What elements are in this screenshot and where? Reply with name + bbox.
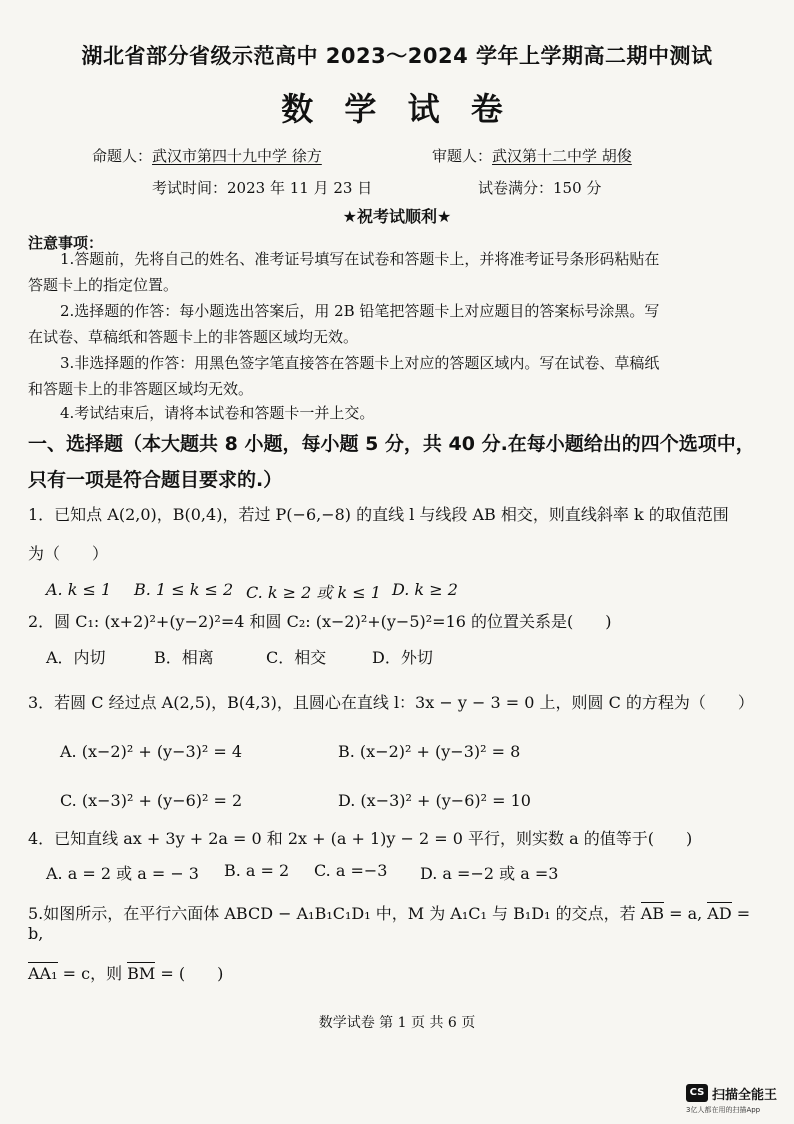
scanner-tagline: 3亿人都在用的扫描App (686, 1106, 761, 1114)
scanner-name: 扫描全能王 (712, 1088, 778, 1103)
setter-line (92, 145, 322, 166)
q2-option-d: D．外切 (372, 648, 433, 667)
q2-option-b: B．相离 (154, 648, 214, 667)
note-item: 3.非选择题的作答：用黑色签字笔直接答在答题卡上对应的答题区域内。写在试卷、草稿纸 和答题卡上的非答题区域均无效。 (28, 354, 660, 398)
q4-option-b: B. a = 2 (224, 861, 290, 880)
q1-option-b: B. 1 ≤ k ≤ 2 (134, 580, 234, 599)
setter-label: 命题人： (92, 147, 153, 165)
q2-option-a: A．内切 (46, 648, 106, 667)
q4-option-a: A. a = 2 或 a = − 3 (46, 864, 199, 883)
question-1-text-cont: 为（ ） (28, 544, 109, 563)
q4-option-c: C. a =−3 (314, 861, 388, 880)
reviewer-name: 武汉第十二中学 胡俊 (492, 147, 632, 165)
reviewer-label: 审题人： (432, 147, 493, 165)
subject-title: 数 学 试 卷 (281, 90, 513, 128)
notes-heading: 注意事项： (28, 234, 104, 252)
question-4-text: 4．已知直线 ax + 3y + 2a = 0 和 2x + (a + 1)y − 2 = 0 平行，则实数 a 的值等于( ) (28, 829, 693, 848)
q4-option-d: D. a =−2 或 a =3 (420, 864, 559, 883)
setter-name: 武汉市第四十九中学 徐方 (152, 147, 322, 165)
full-score: 试卷满分：150 分 (478, 179, 602, 197)
question-2-text: 2．圆 C₁: (x+2)²+(y−2)²=4 和圆 C₂: (x−2)²+(y−5)²=16 的位置关系是( ) (28, 612, 612, 631)
q1-option-d: D. k ≥ 2 (392, 580, 458, 599)
q1-option-a: A. k ≤ 1 (46, 580, 112, 599)
good-luck-line: ★祝考试顺利★ (342, 207, 452, 226)
q3-option-b: B. (x−2)² + (y−3)² = 8 (338, 742, 521, 761)
note-item: 1.答题前，先将自己的姓名、准考证号填写在试卷和答题卡上，并将准考证号条形码粘贴在 答题卡上的指定位置。 (28, 250, 660, 294)
exam-title: 湖北省部分省级示范高中 2023～2024 学年上学期高二期中测试 (81, 44, 713, 68)
vector-bm: BM (127, 964, 156, 983)
q3-option-c: C. (x−3)² + (y−6)² = 2 (60, 791, 243, 810)
question-1-text: 1．已知点 A(2,0)，B(0,4)，若过 P(−6,−8) 的直线 l 与线段 AB 相交，则直线斜率 k 的取值范围 (28, 505, 729, 524)
q3-option-a: A. (x−2)² + (y−3)² = 4 (60, 742, 243, 761)
note-item: 2.选择题的作答：每小题选出答案后，用 2B 铅笔把答题卡上对应题目的答案标号涂黑。写 在试卷、草稿纸和答题卡上的非答题区域均无效。 (28, 302, 660, 346)
question-5-line-1: 5.如图所示，在平行六面体 ABCD − A₁B₁C₁D₁ 中，M 为 A₁C₁ 与 B₁D₁ 的交点，若 AB = a, AD = b, (28, 904, 751, 943)
q2-option-c: C．相交 (266, 648, 327, 667)
page-footer: 数学试卷 第 1 页 共 6 页 (318, 1015, 476, 1031)
exam-time: 考试时间：2023 年 11 月 23 日 (152, 179, 373, 197)
vector-ad: AD (707, 904, 732, 923)
scanner-watermark (686, 1082, 786, 1116)
question-3-text: 3．若圆 C 经过点 A(2,5)，B(4,3)，且圆心在直线 l：3x − y − 3 = 0 上，则圆 C 的方程为（ ） (28, 693, 754, 712)
note-item: 4.考试结束后，请将本试卷和答题卡一并上交。 (60, 404, 375, 422)
q3-option-d: D. (x−3)² + (y−6)² = 10 (338, 791, 531, 810)
reviewer-line (432, 145, 632, 166)
question-1 (28, 502, 768, 564)
vector-aa1: AA₁ (28, 964, 58, 983)
q1-option-c: C. k ≥ 2 或 k ≤ 1 (246, 583, 381, 602)
camscanner-logo-icon: CS (686, 1084, 708, 1102)
question-5-line-2: AA₁ = c，则 BM = ( ) (28, 964, 224, 983)
vector-ab: AB (640, 904, 664, 923)
question-5 (28, 901, 768, 984)
section-heading: 一、选择题（本大题共 8 小题，每小题 5 分，共 40 分.在每小题给出的四个选项中， 只有一项是符合题目要求的.） (28, 433, 755, 491)
